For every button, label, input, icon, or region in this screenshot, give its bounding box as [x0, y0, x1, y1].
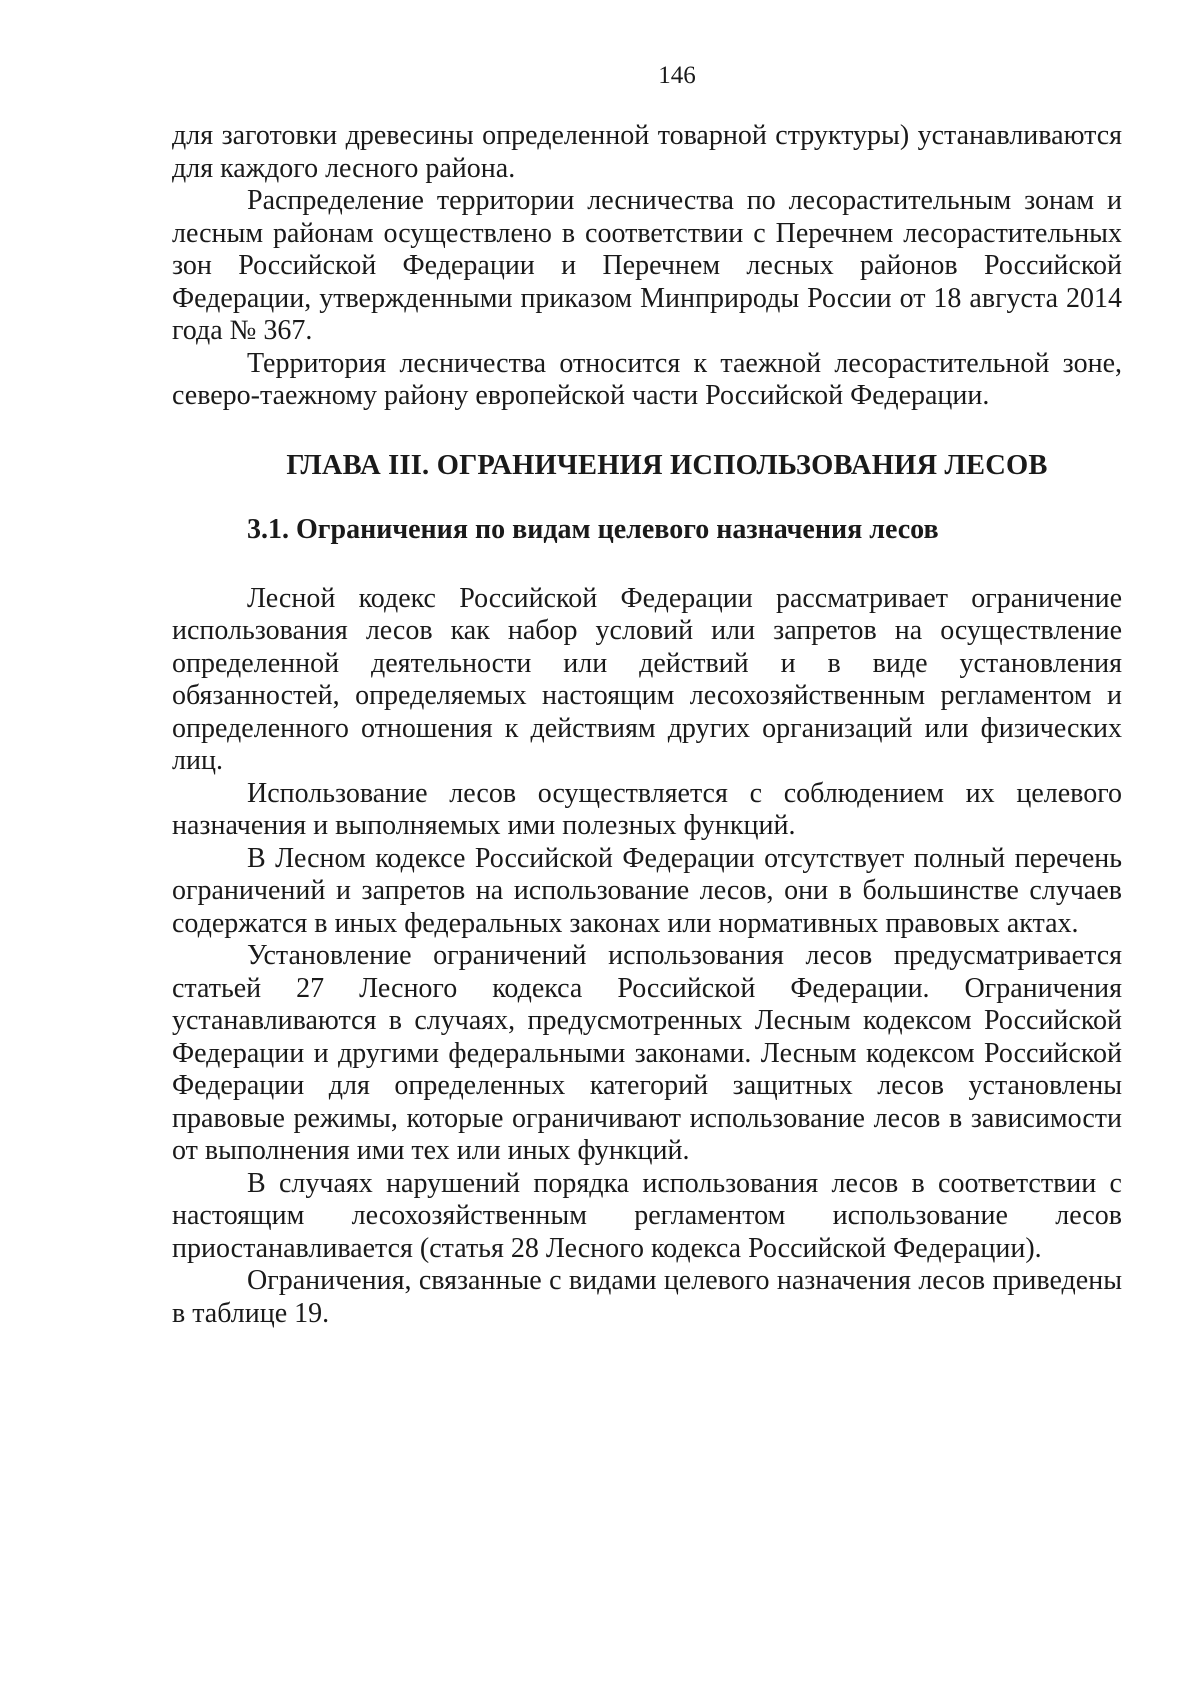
- paragraph: В Лесном кодексе Российской Федерации отсутствует полный перечень ограничений и запретов на использование лесов, они в большинстве случаев содержатся в иных федеральных законах или нормативных правовых актах.: [172, 842, 1122, 939]
- paragraph: Распределение территории лесничества по лесорастительным зонам и лесным районам осуществлено в соответствии с Перечнем лесорастительных зон Российской Федерации и Перечнем лесных районов Российской Федерации, утвержденными приказом Минприроды России от 18 августа 2014 года № 367.: [172, 185, 1122, 346]
- chapter-title: ГЛАВА III. ОГРАНИЧЕНИЯ ИСПОЛЬЗОВАНИЯ ЛЕСОВ: [286, 449, 1048, 481]
- section-text-block: [172, 583, 1122, 1331]
- paragraph: Территория лесничества относится к таежной лесорастительной зоне, северо-таежному району европейской части Российской Федерации.: [172, 347, 1122, 411]
- paragraph: Лесной кодекс Российской Федерации рассматривает ограничение использования лесов как набор условий или запретов на осуществление определенной деятельности или действий и в виде установления обязанностей, определяемых настоящим лесохозяйственным регламентом и определенного отношения к действиям других организаций или физических лиц.: [172, 582, 1122, 776]
- section-title: 3.1. Ограничения по видам целевого назначения лесов: [247, 513, 939, 545]
- paragraph: Использование лесов осуществляется с соблюдением их целевого назначения и выполняемых ими полезных функций.: [172, 777, 1122, 841]
- page-number: 146: [658, 62, 696, 89]
- paragraph: Установление ограничений использования лесов предусматривается статьей 27 Лесного кодекса Российской Федерации. Ограничения устанавливаются в случаях, предусмотренных Лесным кодексом Российской Федерации и другими федеральными законами. Лесным кодексом Российской Федерации для определенных категорий защитных лесов установлены правовые режимы, которые ограничивают использование лесов в зависимости от выполнения ими тех или иных функций.: [172, 940, 1122, 1166]
- intro-text-block: [172, 120, 1122, 413]
- paragraph: Ограничения, связанные с видами целевого назначения лесов приведены в таблице 19.: [172, 1265, 1122, 1329]
- document-page: [172, 60, 1122, 1330]
- paragraph: для заготовки древесины определенной товарной структуры) устанавливаются для каждого лесного района.: [172, 120, 1122, 184]
- paragraph: В случаях нарушений порядка использования лесов в соответствии с настоящим лесохозяйственным регламентом использование лесов приостанавливается (статья 28 Лесного кодекса Российской Федерации).: [172, 1167, 1122, 1264]
